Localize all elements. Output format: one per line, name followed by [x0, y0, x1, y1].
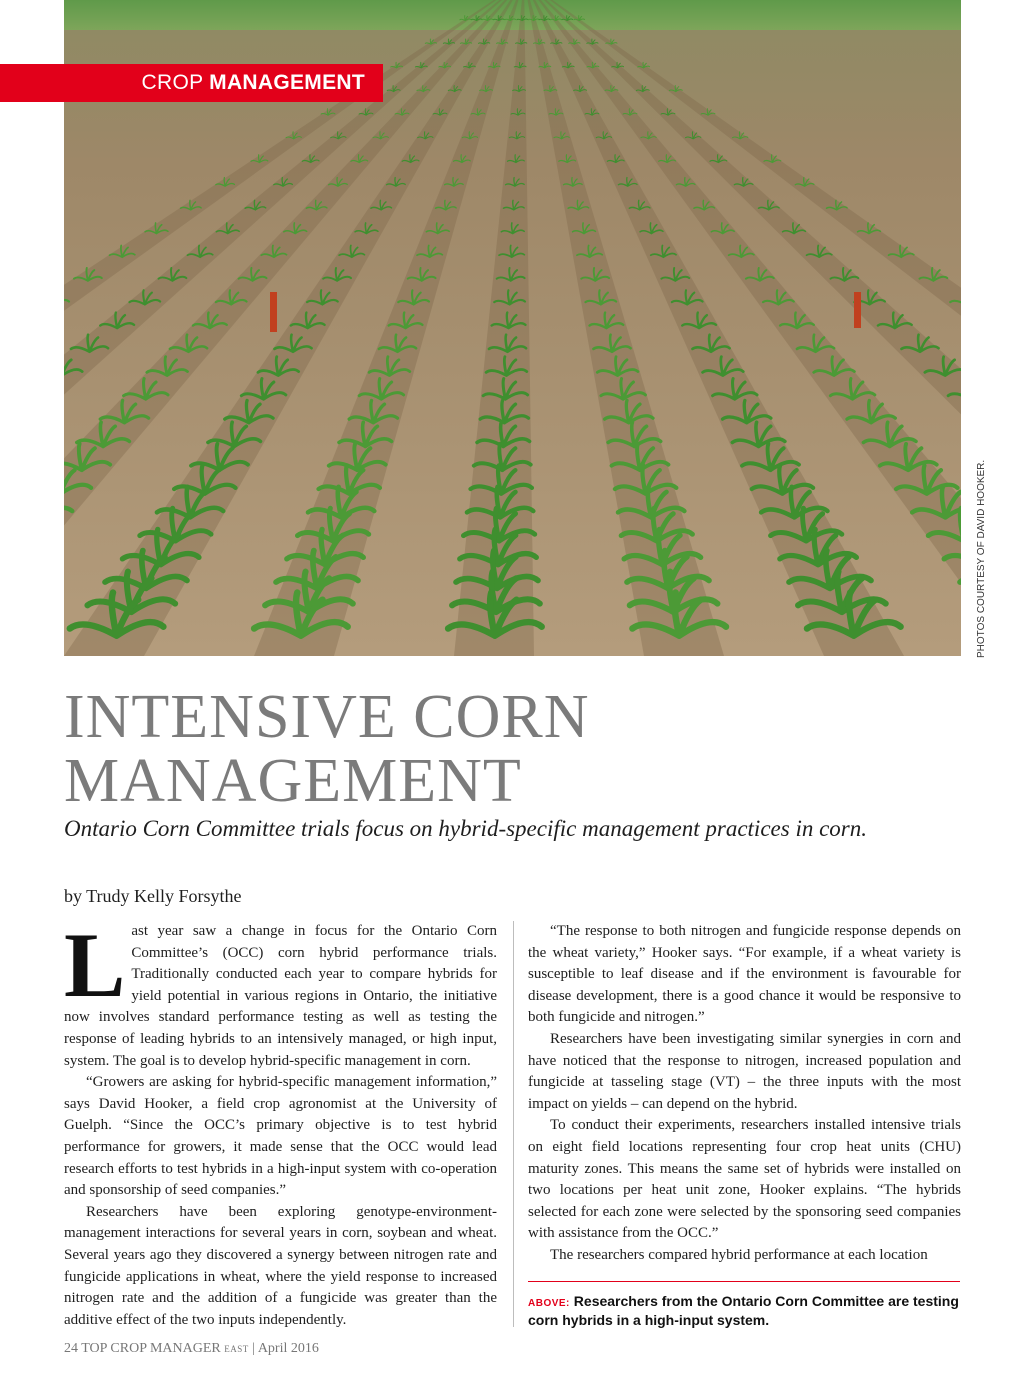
issue-date: April 2016: [257, 1341, 319, 1356]
article-paragraph: Researchers have been investigating similar synergies in corn and have noticed that the response to nitrogen, increased population and fungicide at tasseling stage (VT) – the three inputs with the most impact on yields – can depend on the hybrid.: [528, 1030, 961, 1112]
article-paragraph: Researchers have been exploring genotype-environment-management interactions for several years in corn, soybean and wheat. Several years ago they discovered a synergy between nitrogen rate and fungicide applications in wheat, where the yield response to increased nitrogen rate and the addition of a fungicide was greater than the additive effect of the two inputs independently.: [64, 1203, 497, 1328]
column-divider: [513, 921, 514, 1327]
page-footer: [64, 1341, 319, 1357]
section-label-bold: MANAGEMENT: [209, 71, 365, 94]
footer-separator: |: [252, 1341, 256, 1356]
article-paragraph: To conduct their experiments, researchers installed intensive trials on eight field locations representing four crop heat units (CHU) maturity zones. This means the same set of hybrids were installed on two locations per heat unit zone, Hooker explains. “The hybrids selected for each zone were selected by the sponsoring seed companies with assistance from the OCC.”: [528, 1117, 961, 1242]
section-label-light: CROP: [141, 71, 204, 94]
title-line-1: INTENSIVE CORN: [64, 683, 590, 751]
page-number: 24: [64, 1341, 78, 1356]
drop-cap: L: [64, 914, 126, 1016]
article-title: [64, 685, 964, 813]
photo-caption: [528, 1293, 960, 1329]
caption-text: Researchers from the Ontario Corn Committee are testing corn hybrids in a high-input system.: [528, 1293, 959, 1328]
magazine-edition: EAST: [224, 1344, 249, 1354]
photo-credit: PHOTOS COURTESY OF DAVID HOOKER.: [976, 459, 987, 658]
article-column-left: [64, 914, 497, 1331]
article-subtitle: Ontario Corn Committee trials focus on hybrid-specific management practices in corn.: [64, 816, 867, 841]
title-line-2: MANAGEMENT: [64, 747, 522, 815]
article-paragraph: [64, 914, 497, 1072]
byline: by Trudy Kelly Forsythe: [64, 886, 242, 906]
magazine-name: TOP CROP MANAGER: [81, 1341, 221, 1356]
caption-label: ABOVE:: [528, 1298, 570, 1309]
article-paragraph: “Growers are asking for hybrid-specific management information,” says David Hooker, a field crop agronomist at the University of Guelph. “Since the OCC’s primary objective is to test hybrid performance for growers, it made sense that the OCC would lead research efforts to test hybrids in a high-input system with co-operation and sponsorship of seed companies.”: [64, 1074, 497, 1199]
article-paragraph: The researchers compared hybrid performance at each location: [550, 1246, 928, 1263]
red-stake-right: [854, 292, 861, 328]
red-stake-left: [270, 292, 277, 332]
article-paragraph: “The response to both nitrogen and fungicide response depends on the wheat variety,” Hooker says. “For example, if a wheat variety is susceptible to leaf disease and if the environment is favourable for disease development, there is a good chance it would be responsive to both fungicide and nitrogen.”: [528, 923, 961, 1026]
paragraph-text: ast year saw a change in focus for the Ontario Corn Committee’s (OCC) corn hybrid performance trials. Traditionally conducted each year to compare hybrids for yield potential in various regions in Ontario, the initiative now involves standard performance testing as well as testing the response of leading hybrids to an intensively managed, or high input, system. The goal is to develop hybrid-specific management in corn.: [64, 923, 497, 1069]
caption-rule: [528, 1281, 960, 1282]
section-banner: [0, 64, 383, 102]
article-column-right: [528, 921, 961, 1267]
